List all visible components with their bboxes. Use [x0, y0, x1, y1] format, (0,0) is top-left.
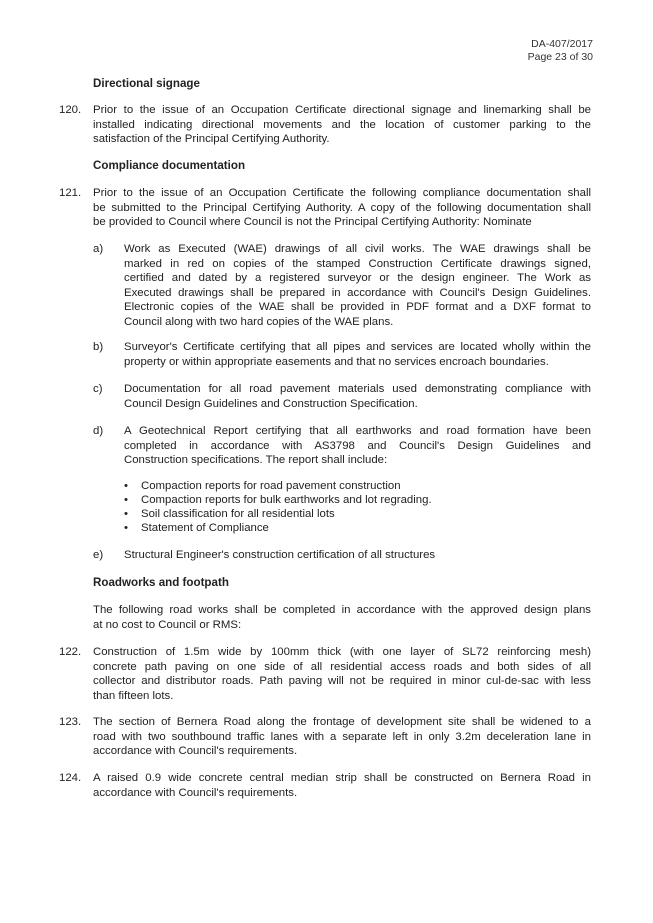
text-line: Electronic copies of the WAE shall be provided in PDF format and a DXF format to [124, 301, 591, 313]
text-line: A raised 0.9 wide concrete central median strip shall be constructed on Bernera Road in [93, 772, 591, 784]
bullet-icon: • [124, 480, 128, 492]
text-line: Prior to the issue of an Occupation Certificate the following compliance documentation shall [93, 187, 591, 199]
text-line: property or within appropriate easements and that no services encroach boundaries. [124, 355, 549, 368]
condition-123-text [93, 715, 591, 759]
item-b-text [124, 340, 591, 369]
bullet-item: Soil classification for all residential lots [141, 508, 335, 520]
text-line: Council along with two hard copies of the WAE plans. [124, 315, 394, 328]
text-line: Construction of 1.5m wide by 100mm thick (with one layer of SL72 reinforcing mesh) [93, 646, 591, 658]
condition-number: 123. [59, 716, 82, 728]
item-a-text [124, 242, 591, 329]
bullet-item: Statement of Compliance [141, 522, 269, 534]
text-line: Prior to the issue of an Occupation Certificate directional signage and linemarking shall be [93, 104, 591, 116]
item-label: a) [93, 243, 104, 255]
text-line: Documentation for all road pavement materials used demonstrating compliance with [124, 383, 591, 395]
text-line: concrete path paving on one side of all residential access roads and both sides of all [93, 660, 591, 673]
condition-121-text [93, 186, 591, 230]
page-header [528, 38, 593, 63]
text-line: be provided to Council where Council is not the Principal Certifying Authority: Nominate [93, 216, 532, 228]
roadworks-intro [93, 603, 591, 632]
text-line: Executed drawings shall be prepared in accordance with Council's Design Guidelines. [124, 286, 591, 299]
text-line: installed indicating directional movements and the location of customer parking to the [93, 118, 591, 131]
bullet-item: Compaction reports for road pavement construction [141, 480, 401, 492]
text-line: accordance with Council's requirements. [93, 745, 298, 757]
item-label: b) [93, 341, 104, 353]
text-line: Council Design Guidelines and Construction Specification. [124, 397, 418, 410]
bullet-icon: • [124, 522, 128, 534]
bullet-icon: • [124, 494, 128, 506]
condition-124-text [93, 771, 591, 800]
text-line: certified and dated by a registered surveyor or the design engineer. The Work as [124, 272, 591, 284]
condition-number: 122. [59, 646, 82, 658]
text-line: marked in red on copies of the stamped Construction Certificate drawings signed, [124, 257, 591, 270]
text-line: be submitted to the Principal Certifying Authority. A copy of the following documentation shall [93, 201, 591, 214]
text-line: Structural Engineer's construction certification of all structures [124, 549, 436, 561]
heading-directional-signage: Directional signage [93, 77, 200, 90]
item-label: e) [93, 549, 104, 561]
item-label: d) [93, 425, 104, 437]
document-reference: DA-407/2017 [531, 38, 593, 50]
item-e-text [124, 548, 591, 563]
text-line: The following road works shall be completed in accordance with the approved design plans [93, 604, 591, 616]
bullet-icon: • [124, 508, 128, 520]
text-line: accordance with Council's requirements. [93, 786, 298, 799]
condition-122-text [93, 645, 591, 703]
condition-number: 121. [59, 187, 82, 199]
text-line: Surveyor's Certificate certifying that all pipes and services are located wholly within the [124, 341, 591, 353]
text-line: Work as Executed (WAE) drawings of all civil works. The WAE drawings shall be [124, 243, 591, 255]
heading-roadworks-footpath: Roadworks and footpath [93, 576, 229, 589]
condition-120-text [93, 103, 591, 147]
item-label: c) [93, 383, 103, 395]
text-line: road with two southbound traffic lanes with a separate left in only 3.2m deceleration lane in [93, 730, 591, 743]
text-line: A Geotechnical Report certifying that all earthworks and road formation have been [124, 425, 591, 437]
item-d-text [124, 424, 591, 468]
text-line: at no cost to Council or RMS: [93, 618, 242, 631]
condition-number: 120. [59, 104, 82, 116]
page-number: Page 23 of 30 [527, 50, 593, 63]
text-line: collector and distributor roads. Path paving will not be required in minor cul-de-sac with less [93, 675, 591, 687]
text-line: completed in accordance with AS3798 and Council's Design Guidelines and [124, 439, 591, 452]
item-c-text [124, 382, 591, 411]
text-line: satisfaction of the Principal Certifying Authority. [93, 133, 330, 145]
condition-number: 124. [59, 772, 82, 784]
bullet-item: Compaction reports for bulk earthworks and lot regrading. [141, 494, 432, 506]
text-line: The section of Bernera Road along the frontage of development site shall be widened to a [93, 716, 591, 728]
text-line: Construction specifications. The report shall include: [124, 454, 388, 466]
heading-compliance-documentation: Compliance documentation [93, 159, 246, 172]
text-line: than fifteen lots. [93, 689, 174, 702]
